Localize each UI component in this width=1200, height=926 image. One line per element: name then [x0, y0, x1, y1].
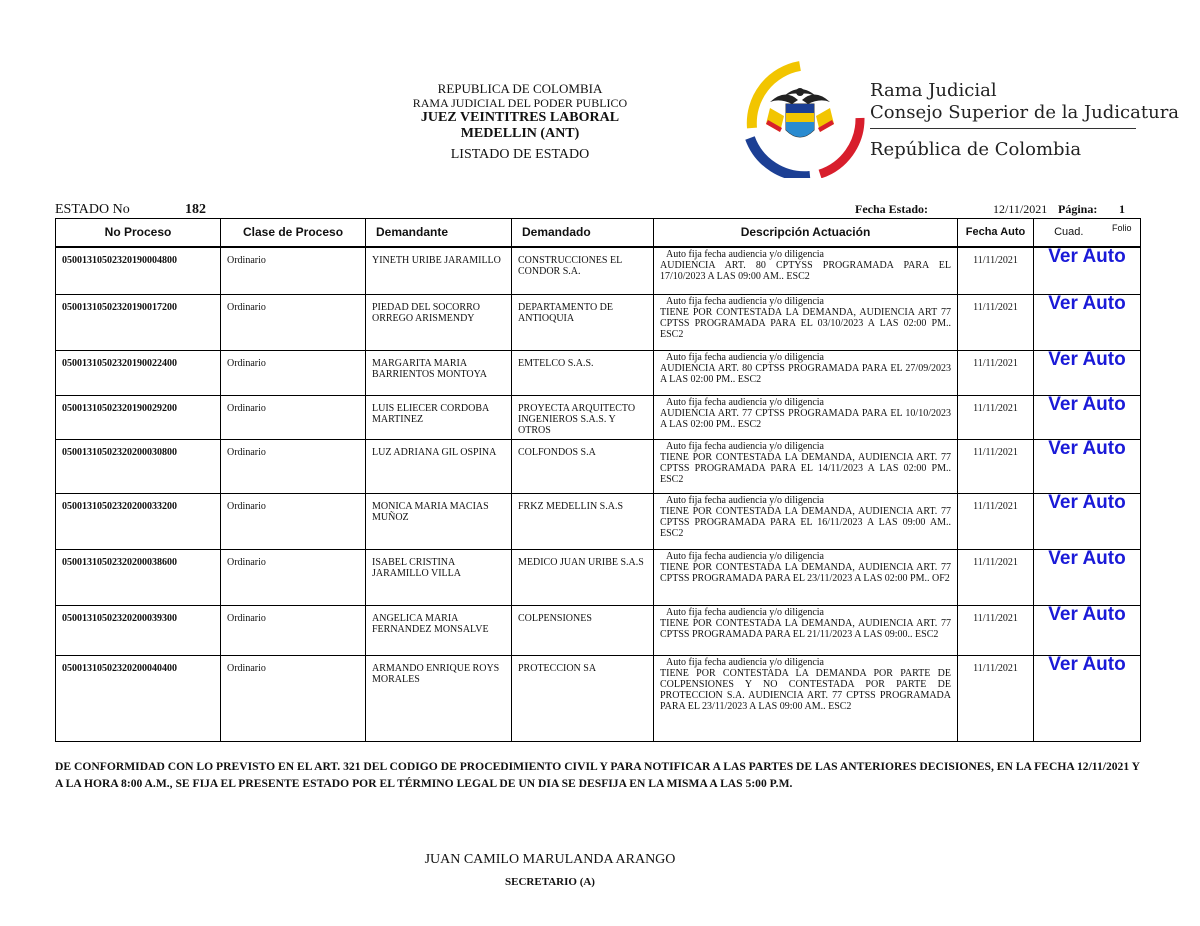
header-clase-proceso: Clase de Proceso [221, 219, 366, 247]
ver-auto-link[interactable]: Ver Auto [1048, 438, 1126, 459]
legal-notice: DE CONFORMIDAD CON LO PREVISTO EN EL ART. 321 DEL CODIGO DE PROCEDIMIENTO CIVIL Y PARA NOTIFICAR A LAS PARTES DE LAS ANTERIORES DECISIONES, EN LA FECHA 12/11/2021 Y A LA HORA 8:00 A.M., SE FIJA EL PRESENTE ESTADO POR EL TÉRMINO LEGAL DE UN DIA SE DESFIJA EN LA MISMA A LAS 5:00 P.M. [55, 760, 1140, 790]
ver-auto-cell [1034, 396, 1141, 440]
descripcion-actuacion [654, 440, 958, 494]
proceso-number: 05001310502320200030800 [56, 440, 221, 494]
ver-auto-link[interactable]: Ver Auto [1048, 492, 1126, 513]
demandado: DEPARTAMENTO DE ANTIOQUIA [512, 295, 654, 351]
signatory-name: JUAN CAMILO MARULANDA ARANGO [424, 852, 676, 867]
table-row [56, 550, 1141, 606]
demandado: COLPENSIONES [512, 606, 654, 656]
actuacion-tipo: Auto fija fecha audiencia y/o diligencia [666, 397, 824, 408]
demandante: PIEDAD DEL SOCORRO ORREGO ARISMENDY [366, 295, 512, 351]
actuacion-tipo: Auto fija fecha audiencia y/o diligencia [666, 551, 824, 562]
actuacion-detalle: AUDIENCIA ART. 80 CPTYSS PROGRAMADA PARA EL 17/10/2023 A LAS 09:00 AM.. ESC2 [660, 259, 951, 282]
header-cuad: Cuad. [1034, 219, 1104, 247]
header-demandante: Demandante [366, 219, 512, 247]
logo-line-2: Consejo Superior de la Judicatura [870, 102, 1180, 123]
actuacion-detalle: TIENE POR CONTESTADA LA DEMANDA, AUDIENCIA ART. 77 CPTSS PROGRAMADA PARA EL 16/11/2023 A LAS 09:00 AM.. ESC2 [660, 506, 951, 539]
demandado: FRKZ MEDELLIN S.A.S [512, 494, 654, 550]
actuacion-detalle: TIENE POR CONTESTADA LA DEMANDA, AUDIENCIA ART. 77 CPTSS PROGRAMADA PARA EL 21/11/2023 A LAS 09:00.. ESC2 [660, 618, 951, 640]
court-header [380, 82, 660, 162]
descripcion-actuacion [654, 606, 958, 656]
estado-label: ESTADO No [55, 202, 130, 217]
clase-proceso: Ordinario [221, 247, 366, 295]
descripcion-actuacion [654, 295, 958, 351]
actuacion-tipo: Auto fija fecha audiencia y/o diligencia [666, 657, 824, 668]
descripcion-actuacion [654, 494, 958, 550]
actuacion-tipo: Auto fija fecha audiencia y/o diligencia [666, 441, 824, 452]
proceso-number: 05001310502320190004800 [56, 247, 221, 295]
header-folio: Folio [1104, 219, 1141, 247]
table-header-row [56, 219, 1141, 247]
demandado: PROTECCION SA [512, 656, 654, 742]
pagina-label: Página: [1058, 202, 1098, 216]
demandante: YINETH URIBE JARAMILLO [366, 247, 512, 295]
proceso-number: 05001310502320190022400 [56, 351, 221, 396]
clase-proceso: Ordinario [221, 494, 366, 550]
fecha-auto: 11/11/2021 [958, 295, 1034, 351]
actuacion-tipo: Auto fija fecha audiencia y/o diligencia [666, 352, 824, 363]
clase-proceso: Ordinario [221, 351, 366, 396]
proceso-number: 05001310502320190017200 [56, 295, 221, 351]
ver-auto-link[interactable]: Ver Auto [1048, 394, 1126, 415]
demandado: MEDICO JUAN URIBE S.A.S [512, 550, 654, 606]
pagina-value: 1 [1119, 202, 1125, 216]
clase-proceso: Ordinario [221, 656, 366, 742]
ver-auto-cell [1034, 247, 1141, 295]
ver-auto-link[interactable]: Ver Auto [1048, 548, 1126, 569]
table-row [56, 494, 1141, 550]
signatory-role: SECRETARIO (A) [505, 876, 595, 888]
ver-auto-link[interactable]: Ver Auto [1048, 654, 1126, 675]
header-no-proceso: No Proceso [56, 219, 221, 247]
fecha-auto: 11/11/2021 [958, 247, 1034, 295]
fecha-auto: 11/11/2021 [958, 440, 1034, 494]
actuacion-tipo: Auto fija fecha audiencia y/o diligencia [666, 296, 824, 307]
demandante: LUIS ELIECER CORDOBA MARTINEZ [366, 396, 512, 440]
descripcion-actuacion [654, 351, 958, 396]
ver-auto-cell [1034, 606, 1141, 656]
table-row [56, 295, 1141, 351]
demandante: MONICA MARIA MACIAS MUÑOZ [366, 494, 512, 550]
document-title: LISTADO DE ESTADO [450, 147, 590, 162]
table-row [56, 396, 1141, 440]
demandante: ISABEL CRISTINA JARAMILLO VILLA [366, 550, 512, 606]
proceso-number: 05001310502320200033200 [56, 494, 221, 550]
clase-proceso: Ordinario [221, 295, 366, 351]
table-row [56, 606, 1141, 656]
header-line-4: MEDELLIN (ANT) [460, 126, 580, 141]
header-demandado: Demandado [512, 219, 654, 247]
table-row [56, 656, 1141, 742]
descripcion-actuacion [654, 656, 958, 742]
proceso-number: 05001310502320200040400 [56, 656, 221, 742]
actuacion-detalle: TIENE POR CONTESTADA LA DEMANDA, AUDIENCIA ART 77 CPTSS PROGRAMADA PARA EL 03/10/2023 A LAS 02:00 PM.. ESC2 [660, 307, 951, 340]
demandado: PROYECTA ARQUITECTO INGENIEROS S.A.S. Y OTROS [512, 396, 654, 440]
fecha-estado-value: 12/11/2021 [993, 202, 1048, 216]
demandante: ANGELICA MARIA FERNANDEZ MONSALVE [366, 606, 512, 656]
header-line-2: RAMA JUDICIAL DEL PODER PUBLICO [412, 96, 628, 110]
ver-auto-link[interactable]: Ver Auto [1048, 604, 1126, 625]
header-line-3: JUEZ VEINTITRES LABORAL [420, 110, 620, 125]
actuacion-detalle: TIENE POR CONTESTADA LA DEMANDA, AUDIENCIA ART. 77 CPTSS PROGRAMADA PARA EL 14/11/2023 A LAS 02:00 PM.. ESC2 [660, 452, 951, 485]
actuacion-detalle: TIENE POR CONTESTADA LA DEMANDA POR PARTE DE COLPENSIONES Y NO CONTESTADA POR PARTE DE PROTECCION S.A. AUDIENCIA ART. 77 CPTSS PROGRAMADA PARA EL 23/11/2023 A LAS 09:00 AM.. ESC2 [660, 668, 951, 712]
fecha-auto: 11/11/2021 [958, 550, 1034, 606]
clase-proceso: Ordinario [221, 440, 366, 494]
proceso-number: 05001310502320200038600 [56, 550, 221, 606]
actuacion-detalle: AUDIENCIA ART. 77 CPTSS PROGRAMADA PARA EL 10/10/2023 A LAS 02:00 PM.. ESC2 [660, 408, 951, 430]
ver-auto-cell [1034, 656, 1141, 742]
proceso-number: 05001310502320200039300 [56, 606, 221, 656]
ver-auto-link[interactable]: Ver Auto [1048, 245, 1126, 267]
ver-auto-cell [1034, 550, 1141, 606]
actuacion-tipo: Auto fija fecha audiencia y/o diligencia [666, 607, 824, 618]
proceso-number: 05001310502320190029200 [56, 396, 221, 440]
actuacion-tipo: Auto fija fecha audiencia y/o diligencia [666, 248, 824, 260]
logo-divider [870, 128, 1136, 129]
ver-auto-cell [1034, 440, 1141, 494]
header-line-1: REPUBLICA DE COLOMBIA [437, 81, 603, 96]
estado-info [55, 202, 1140, 218]
table-row [56, 351, 1141, 396]
fecha-auto: 11/11/2021 [958, 656, 1034, 742]
actuacion-tipo: Auto fija fecha audiencia y/o diligencia [666, 495, 824, 506]
demandante: LUZ ADRIANA GIL OSPINA [366, 440, 512, 494]
estado-number: 182 [185, 202, 206, 217]
demandado: COLFONDOS S.A [512, 440, 654, 494]
clase-proceso: Ordinario [221, 550, 366, 606]
fecha-auto: 11/11/2021 [958, 606, 1034, 656]
table-row [56, 247, 1141, 295]
fecha-auto: 11/11/2021 [958, 396, 1034, 440]
actuacion-detalle: AUDIENCIA ART. 80 CPTSS PROGRAMADA PARA EL 27/09/2023 A LAS 02:00 PM.. ESC2 [660, 363, 951, 385]
estado-table [55, 218, 1141, 742]
descripcion-actuacion [654, 396, 958, 440]
clase-proceso: Ordinario [221, 606, 366, 656]
table-row [56, 440, 1141, 494]
header-fecha-auto: Fecha Auto [958, 219, 1034, 247]
fecha-auto: 11/11/2021 [958, 351, 1034, 396]
ver-auto-link[interactable]: Ver Auto [1048, 293, 1126, 314]
ver-auto-link[interactable]: Ver Auto [1048, 349, 1126, 370]
header-descripcion: Descripción Actuación [654, 219, 958, 247]
demandante: ARMANDO ENRIQUE ROYS MORALES [366, 656, 512, 742]
ver-auto-cell [1034, 494, 1141, 550]
actuacion-detalle: TIENE POR CONTESTADA LA DEMANDA, AUDIENCIA ART. 77 CPTSS PROGRAMADA PARA EL 23/11/2023 A LAS 02:00 PM.. OF2 [660, 562, 951, 584]
demandado: EMTELCO S.A.S. [512, 351, 654, 396]
ver-auto-cell [1034, 295, 1141, 351]
descripcion-actuacion [654, 247, 958, 295]
demandante: MARGARITA MARIA BARRIENTOS MONTOYA [366, 351, 512, 396]
rama-judicial-wordmark [870, 80, 1179, 161]
clase-proceso: Ordinario [221, 396, 366, 440]
fecha-estado-label: Fecha Estado: [855, 202, 928, 216]
ver-auto-cell [1034, 351, 1141, 396]
demandado: CONSTRUCCIONES EL CONDOR S.A. [512, 247, 654, 295]
fecha-auto: 11/11/2021 [958, 494, 1034, 550]
logo-line-3: República de Colombia [870, 139, 1082, 160]
logo-line-1: Rama Judicial [870, 80, 997, 101]
descripcion-actuacion [654, 550, 958, 606]
